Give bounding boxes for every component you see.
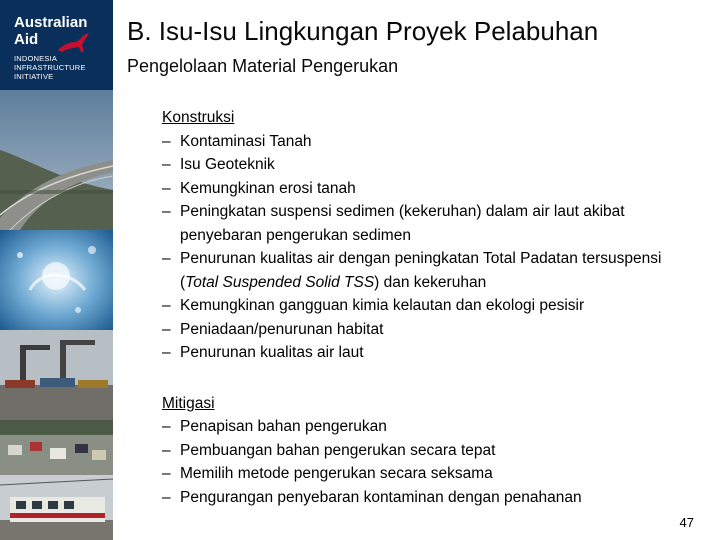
list-item: – Isu Geoteknik <box>162 156 275 173</box>
list-item: – Kemungkinan gangguan kimia kelautan dan ekologi pesisir <box>162 297 585 314</box>
list-item: – Penurunan kualitas air laut <box>162 344 364 361</box>
list-item: – Pembuangan bahan pengerukan secara tepat <box>162 441 496 459</box>
list-item: – Kontaminasi Tanah <box>162 132 312 150</box>
mitigasi-list <box>162 415 702 509</box>
slide-body <box>162 106 702 509</box>
highway-photo <box>0 90 113 230</box>
page-title: B. Isu-Isu Lingkungan Proyek Pelabuhan <box>127 16 599 46</box>
logo-title: Australian Aid <box>14 14 88 48</box>
port-cranes-photo <box>0 330 113 420</box>
page-number: 47 <box>679 515 694 530</box>
logo-subtitle: INDONESIA INFRASTRUCTURE INITIATIVE <box>14 54 86 81</box>
list-item: – Pengurangan penyebaran kontaminan dengan penahanan <box>162 488 582 506</box>
sidebar-photo-strip <box>0 0 113 540</box>
list-item: – Peniadaan/penurunan habitat <box>162 320 384 338</box>
australian-aid-logo <box>0 0 113 90</box>
konstruksi-heading: Konstruksi <box>162 109 235 126</box>
list-item: – Penurunan kualitas air dengan peningkatan Total Padatan tersuspensi (Total Suspended Solid TSS) dan kekeruhan <box>162 250 662 291</box>
list-item: – Memilih metode pengerukan secara seksama <box>162 465 493 482</box>
list-item: – Penapisan bahan pengerukan <box>162 418 387 435</box>
train-photo <box>0 475 113 540</box>
list-item: – Kemungkinan erosi tanah <box>162 179 356 197</box>
mitigasi-heading: Mitigasi <box>162 394 215 412</box>
list-item: – Peningkatan suspensi sedimen (kekeruhan) dalam air laut akibat penyebaran pengerukan sedimen <box>162 203 625 244</box>
water-splash-photo <box>0 230 113 330</box>
kangaroo-icon <box>56 30 92 54</box>
konstruksi-list <box>162 130 702 365</box>
page-subtitle: Pengelolaan Material Pengerukan <box>127 56 399 76</box>
traffic-photo <box>0 420 113 475</box>
